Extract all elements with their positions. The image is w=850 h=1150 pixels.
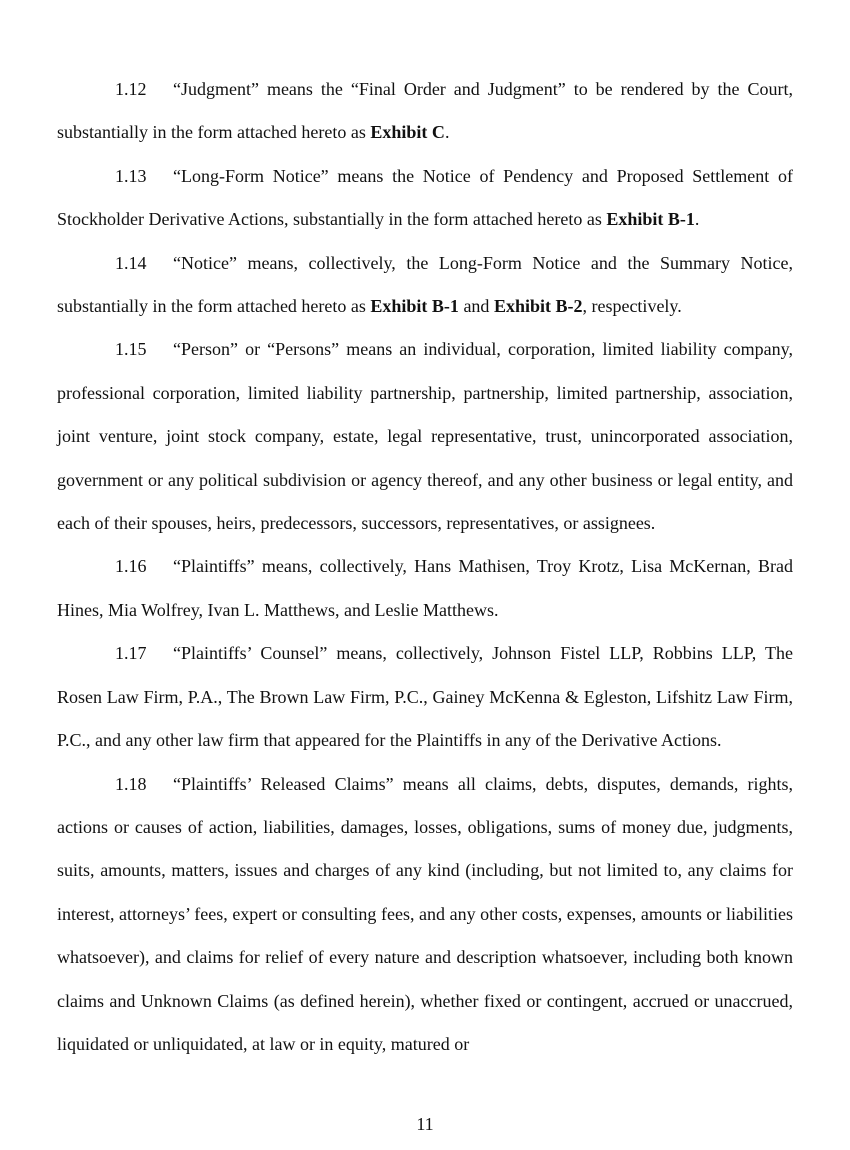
definition-1-13 [57, 155, 793, 242]
section-number: 1.18 [115, 773, 147, 794]
definition-text: “Plaintiffs’ Counsel” means, collectively, Johnson Fistel LLP, Robbins LLP, The Rosen Law Firm, P.A., The Brown Law Firm, P.C., Gainey McKenna & Egleston, Lifshitz Law Firm, P.C., and any other law firm that appeared for the Plaintiffs in any of the Derivative Actions. [57, 643, 793, 751]
definition-text: . [694, 209, 700, 230]
definition-text: “Long-Form Notice” means the Notice of Pendency and Proposed Settlement of Stockholder Derivative Actions, substantially in the form attached hereto as [57, 165, 793, 230]
definition-1-18 [57, 763, 793, 1067]
definition-text: , respectively. [582, 296, 682, 317]
definition-text: “Plaintiffs’ Released Claims” means all claims, debts, disputes, demands, rights, actions or causes of action, liabilities, damages, losses, obligations, sums of money due, judgments, suits, amounts, matters, issues and charges of any kind (including, but not limited to, any claims for interest, attorneys’ fees, expert or consulting fees, and any other costs, expenses, amounts or liabilities whatsoever), and claims for relief of every nature and description whatsoever, including both known claims and Unknown Claims (as defined herein), whether fixed or contingent, accrued or unaccrued, liquidated or unliquidated, at law or in equity, matured or [57, 773, 793, 1054]
definition-text: . [444, 122, 450, 143]
section-number: 1.14 [115, 252, 147, 273]
definition-1-17 [57, 632, 793, 762]
section-number: 1.16 [115, 556, 147, 577]
section-number: 1.12 [115, 79, 147, 99]
exhibit-reference: Exhibit B-1 [606, 209, 695, 230]
definition-1-16 [57, 545, 793, 632]
definition-1-15 [57, 328, 793, 545]
definition-text: “Plaintiffs” means, collectively, Hans Mathisen, Troy Krotz, Lisa McKernan, Brad Hines, Mia Wolfrey, Ivan L. Matthews, and Leslie Matthews. [57, 556, 793, 620]
definition-text: “Notice” means, collectively, the Long-Form Notice and the Summary Notice, substantially in the form attached hereto as [57, 252, 793, 317]
section-number: 1.13 [115, 165, 147, 186]
exhibit-reference: Exhibit C [370, 122, 445, 143]
exhibit-reference: Exhibit B-1 [370, 296, 459, 317]
definition-text: “Person” or “Persons” means an individual, corporation, limited liability company, professional corporation, limited liability partnership, partnership, limited partnership, association, joint venture, joint stock company, estate, legal representative, trust, unincorporated association, government or any political subdivision or agency thereof, and any other business or legal entity, and each of their spouses, heirs, predecessors, successors, representatives, or assignees. [57, 339, 793, 534]
section-number: 1.17 [115, 643, 147, 664]
definition-1-12 [57, 68, 793, 155]
definition-text: and [458, 296, 494, 317]
exhibit-reference: Exhibit B-2 [493, 296, 583, 317]
document-page [57, 68, 793, 1066]
section-number: 1.15 [115, 339, 147, 360]
definition-1-14 [57, 242, 793, 329]
page-number: 11 [416, 1114, 434, 1134]
definition-text: “Judgment” means the “Final Order and Judgment” to be rendered by the Court, substantially in the form attached hereto as [57, 79, 793, 143]
